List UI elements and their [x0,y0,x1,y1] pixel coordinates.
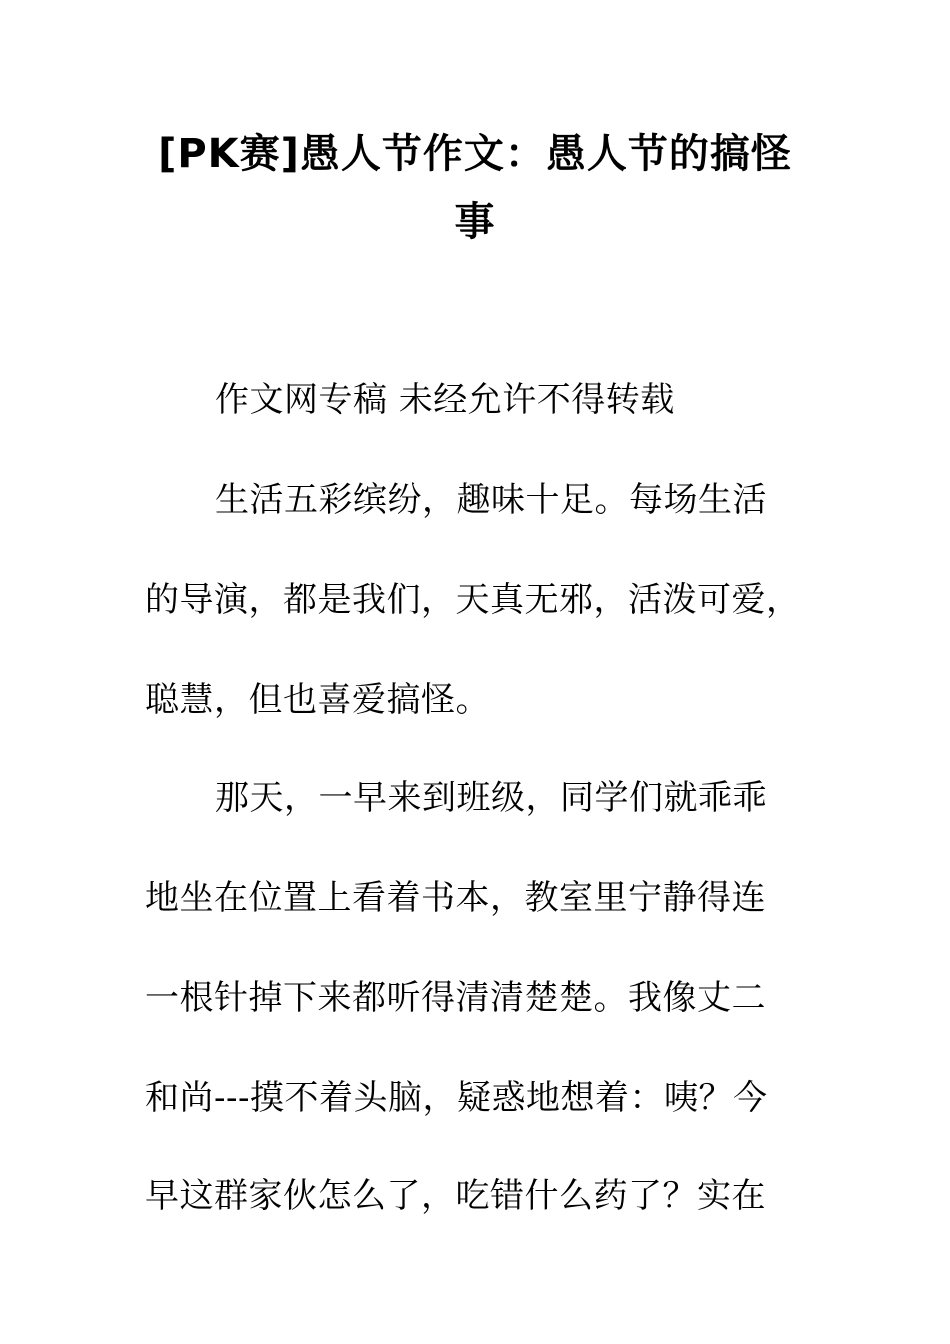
document-title: [PK赛]愚人节作文：愚人节的搞怪事 [158,131,792,245]
paragraph-line: 和尚---摸不着头脑，疑惑地想着：咦？今 [145,1078,768,1118]
paragraph-line: 作文网专稿 未经允许不得转载 [215,380,675,420]
paragraph-line: 地坐在位置上看着书本，教室里宁静得连 [145,878,766,918]
paragraph-line: 那天，一早来到班级，同学们就乖乖 [215,778,767,818]
paragraph-line: 一根针掉下来都听得清清楚楚。我像丈二 [145,978,766,1018]
paragraph-line: 早这群家伙怎么了，吃错什么药了？实在 [145,1176,766,1216]
paragraph-line: 聪慧，但也喜爱搞怪。 [145,680,490,720]
paragraph-line: 的导演，都是我们，天真无邪，活泼可爱， [145,580,801,620]
paragraph-line: 生活五彩缤纷，趣味十足。每场生活 [215,480,767,520]
